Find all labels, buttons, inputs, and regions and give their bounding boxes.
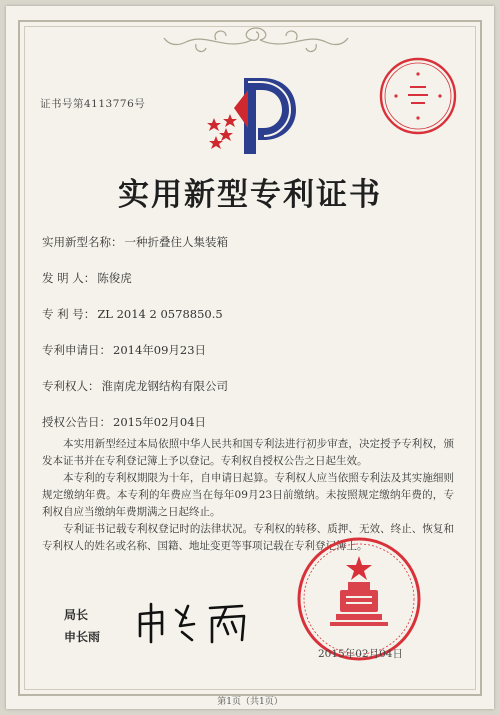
certificate-title: 实用新型专利证书 xyxy=(118,177,382,213)
field-utility-model-name: 实用新型名称： 一种折叠住人集装箱 xyxy=(42,235,228,249)
field-grant-date: 授权公告日： 2015年02月04日 xyxy=(42,415,207,429)
agency-seal-icon xyxy=(378,56,458,136)
patent-office-logo-icon xyxy=(204,68,308,160)
body-paragraph: 专利证书记载专利权登记时的法律状况。专利权的转移、质押、无效、终止、恢复和专利权人的姓名或名称、国籍、地址变更等事项记载在专利登记簿上。 xyxy=(42,523,454,552)
field-patent-number: 专 利 号： ZL 2014 2 0578850.5 xyxy=(42,307,223,321)
handwritten-signature-icon xyxy=(132,596,262,646)
signatory-name: 申长雨 xyxy=(64,630,101,644)
official-seal-icon xyxy=(296,536,422,662)
field-patentee: 专利权人： 淮南虎龙钢结构有限公司 xyxy=(42,379,228,393)
field-filing-date: 专利申请日： 2014年09月23日 xyxy=(42,343,207,357)
top-ornament-icon xyxy=(156,22,356,60)
certificate-sheet xyxy=(6,6,494,709)
signatory-title: 局长 xyxy=(64,608,89,622)
field-inventor: 发 明 人： 陈俊虎 xyxy=(42,271,132,285)
seal-date: 2015年02月04日 xyxy=(318,648,403,660)
body-paragraph: 本实用新型经过本局依照中华人民共和国专利法进行初步审查，决定授予专利权，颁发本证书并在专利登记簿上予以登记。专利权自授权公告之日起生效。 xyxy=(42,438,454,467)
certificate-number: 证书号第4113776号 xyxy=(40,98,146,110)
page-footer: 第1页（共1页） xyxy=(217,697,283,707)
body-paragraph: 本专利的专利权期限为十年，自申请日起算。专利权人应当依照专利法及其实施细则规定缴纳年费。本专利的年费应当在每年09月23日前缴纳。未按照规定缴纳年费的，专利权自应当缴纳年费期满之日起终止。 xyxy=(42,472,454,518)
